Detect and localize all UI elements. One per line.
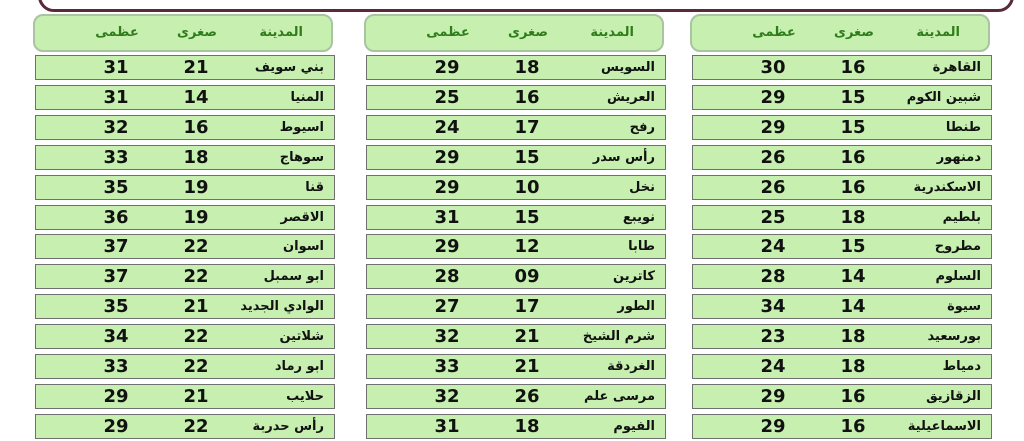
header-max: عظمى (426, 25, 470, 40)
table-row (692, 85, 992, 110)
max-temp-cell: 29 (760, 415, 786, 437)
min-temp-cell: 14 (840, 296, 866, 318)
table-row (366, 145, 666, 170)
table-row (692, 384, 992, 409)
min-temp-cell: 22 (183, 356, 209, 377)
min-temp-cell: 16 (183, 116, 209, 138)
city-name-cell: الزقازيق (926, 388, 981, 404)
min-temp-cell: 21 (183, 57, 209, 78)
min-temp-cell: 15 (840, 116, 866, 138)
city-name-cell: العريش (606, 89, 655, 105)
min-temp-cell: 16 (840, 385, 866, 407)
table-row (35, 115, 335, 140)
min-temp-cell: 17 (514, 116, 540, 138)
min-temp-cell: 15 (840, 86, 866, 108)
table-row (35, 354, 335, 379)
max-temp-cell: 32 (103, 116, 129, 138)
min-temp-cell: 22 (183, 266, 209, 288)
city-name-cell: الاقصر (280, 209, 324, 225)
table-row (366, 354, 666, 379)
max-temp-cell: 23 (760, 326, 786, 348)
table-row (366, 175, 666, 200)
city-name-cell: المنيا (290, 89, 324, 105)
max-temp-cell: 29 (434, 176, 460, 198)
table-row (35, 145, 335, 170)
max-temp-cell: 29 (434, 57, 460, 78)
min-temp-cell: 22 (183, 415, 209, 437)
max-temp-cell: 29 (760, 86, 786, 108)
max-temp-cell: 29 (760, 385, 786, 407)
max-temp-cell: 37 (103, 266, 129, 288)
table-row (35, 234, 335, 259)
min-temp-cell: 19 (183, 206, 209, 228)
city-name-cell: بني سويف (254, 60, 324, 75)
min-temp-cell: 21 (514, 356, 540, 377)
max-temp-cell: 26 (760, 176, 786, 198)
city-name-cell: اسيوط (279, 119, 324, 135)
table-row (35, 324, 335, 349)
max-temp-cell: 27 (434, 296, 460, 318)
max-temp-cell: 29 (434, 146, 460, 168)
min-temp-cell: 10 (514, 176, 540, 198)
city-name-cell: رأس حدربة (252, 418, 324, 434)
min-temp-cell: 18 (514, 415, 540, 437)
min-temp-cell: 26 (514, 385, 540, 407)
city-name-cell: شرم الشيخ (582, 329, 655, 345)
max-temp-cell: 34 (760, 296, 786, 318)
table-header (33, 14, 333, 52)
table-row (35, 294, 335, 319)
table-row (366, 205, 666, 230)
max-temp-cell: 29 (103, 415, 129, 437)
city-name-cell: قنا (305, 179, 324, 195)
min-temp-cell: 16 (514, 86, 540, 108)
header-min: صغرى (834, 25, 874, 40)
table-row (692, 414, 992, 439)
table-row (692, 115, 992, 140)
city-name-cell: السويس (601, 60, 655, 75)
min-temp-cell: 21 (183, 296, 209, 318)
min-temp-cell: 18 (514, 57, 540, 78)
city-name-cell: الاسكندرية (913, 179, 981, 195)
min-temp-cell: 21 (514, 326, 540, 348)
table-row (35, 205, 335, 230)
table-header (364, 14, 664, 52)
table-row (35, 414, 335, 439)
city-name-cell: مرسى علم (584, 388, 655, 404)
city-name-cell: دمنهور (936, 149, 981, 165)
max-temp-cell: 24 (760, 356, 786, 377)
table-row (692, 324, 992, 349)
top-banner-frame (38, 0, 1014, 12)
min-temp-cell: 21 (183, 385, 209, 407)
city-name-cell: رأس سدر (592, 149, 655, 165)
table-header (690, 14, 990, 52)
min-temp-cell: 09 (514, 266, 540, 288)
header-city: المدينة (259, 25, 303, 40)
min-temp-cell: 15 (514, 146, 540, 168)
header-max: عظمى (752, 25, 796, 40)
city-name-cell: سوهاج (279, 149, 324, 165)
city-name-cell: اسوان (283, 239, 324, 255)
max-temp-cell: 25 (760, 206, 786, 228)
city-name-cell: نخل (629, 179, 655, 195)
table-row (366, 414, 666, 439)
max-temp-cell: 31 (103, 57, 129, 78)
max-temp-cell: 36 (103, 206, 129, 228)
city-name-cell: الطور (617, 299, 655, 315)
city-name-cell: الوادي الجديد (240, 299, 324, 315)
max-temp-cell: 29 (760, 116, 786, 138)
city-name-cell: نويبع (622, 209, 655, 225)
min-temp-cell: 14 (840, 266, 866, 288)
city-name-cell: بورسعيد (927, 329, 981, 345)
table-row (366, 384, 666, 409)
header-city: المدينة (916, 25, 960, 40)
header-min: صغرى (177, 25, 217, 40)
city-name-cell: الغردقة (607, 359, 655, 374)
table-row (366, 294, 666, 319)
table-row (692, 294, 992, 319)
max-temp-cell: 28 (760, 266, 786, 288)
min-temp-cell: 16 (840, 57, 866, 78)
table-row (692, 145, 992, 170)
max-temp-cell: 29 (103, 385, 129, 407)
max-temp-cell: 24 (434, 116, 460, 138)
table-row (692, 354, 992, 379)
city-name-cell: ابو سمبل (263, 269, 324, 285)
min-temp-cell: 18 (840, 356, 866, 377)
min-temp-cell: 19 (183, 176, 209, 198)
city-name-cell: رفح (629, 119, 655, 135)
max-temp-cell: 35 (103, 296, 129, 318)
header-max: عظمى (95, 25, 139, 40)
table-row (692, 55, 992, 80)
min-temp-cell: 18 (183, 146, 209, 168)
min-temp-cell: 18 (840, 326, 866, 348)
min-temp-cell: 15 (514, 206, 540, 228)
max-temp-cell: 30 (760, 57, 786, 78)
table-row (366, 234, 666, 259)
header-min: صغرى (508, 25, 548, 40)
table-row (366, 324, 666, 349)
max-temp-cell: 35 (103, 176, 129, 198)
table-row (366, 85, 666, 110)
table-row (692, 205, 992, 230)
max-temp-cell: 32 (434, 326, 460, 348)
max-temp-cell: 33 (434, 356, 460, 377)
min-temp-cell: 16 (840, 176, 866, 198)
city-name-cell: حلايب (286, 388, 324, 404)
min-temp-cell: 14 (183, 86, 209, 108)
table-row (366, 115, 666, 140)
max-temp-cell: 32 (434, 385, 460, 407)
table-row (35, 55, 335, 80)
city-name-cell: القاهرة (932, 60, 981, 75)
table-row (366, 55, 666, 80)
city-name-cell: كاترين (613, 269, 655, 285)
max-temp-cell: 25 (434, 86, 460, 108)
table-row (35, 85, 335, 110)
city-name-cell: طابا (628, 239, 655, 255)
city-name-cell: طنطا (945, 119, 981, 135)
max-temp-cell: 37 (103, 236, 129, 258)
table-row (35, 264, 335, 289)
max-temp-cell: 28 (434, 266, 460, 288)
city-name-cell: دمياط (942, 359, 981, 374)
max-temp-cell: 31 (103, 86, 129, 108)
city-name-cell: الاسماعيلية (907, 418, 981, 434)
table-row (35, 175, 335, 200)
city-name-cell: بلطيم (942, 209, 981, 225)
city-name-cell: الفيوم (613, 418, 655, 434)
table-row (35, 384, 335, 409)
max-temp-cell: 34 (103, 326, 129, 348)
max-temp-cell: 29 (434, 236, 460, 258)
min-temp-cell: 17 (514, 296, 540, 318)
table-row (692, 234, 992, 259)
table-row (692, 175, 992, 200)
header-city: المدينة (590, 25, 634, 40)
max-temp-cell: 31 (434, 206, 460, 228)
max-temp-cell: 24 (760, 236, 786, 258)
city-name-cell: مطروح (934, 239, 981, 255)
max-temp-cell: 33 (103, 146, 129, 168)
city-name-cell: السلوم (935, 269, 981, 285)
table-row (366, 264, 666, 289)
min-temp-cell: 16 (840, 415, 866, 437)
min-temp-cell: 22 (183, 236, 209, 258)
min-temp-cell: 16 (840, 146, 866, 168)
city-name-cell: شبين الكوم (906, 89, 981, 105)
max-temp-cell: 26 (760, 146, 786, 168)
city-name-cell: سيوة (947, 299, 981, 315)
min-temp-cell: 18 (840, 206, 866, 228)
min-temp-cell: 15 (840, 236, 866, 258)
max-temp-cell: 31 (434, 415, 460, 437)
max-temp-cell: 33 (103, 356, 129, 377)
min-temp-cell: 22 (183, 326, 209, 348)
city-name-cell: شلاتين (279, 329, 324, 345)
min-temp-cell: 12 (514, 236, 540, 258)
table-row (692, 264, 992, 289)
city-name-cell: ابو رماد (274, 359, 324, 374)
